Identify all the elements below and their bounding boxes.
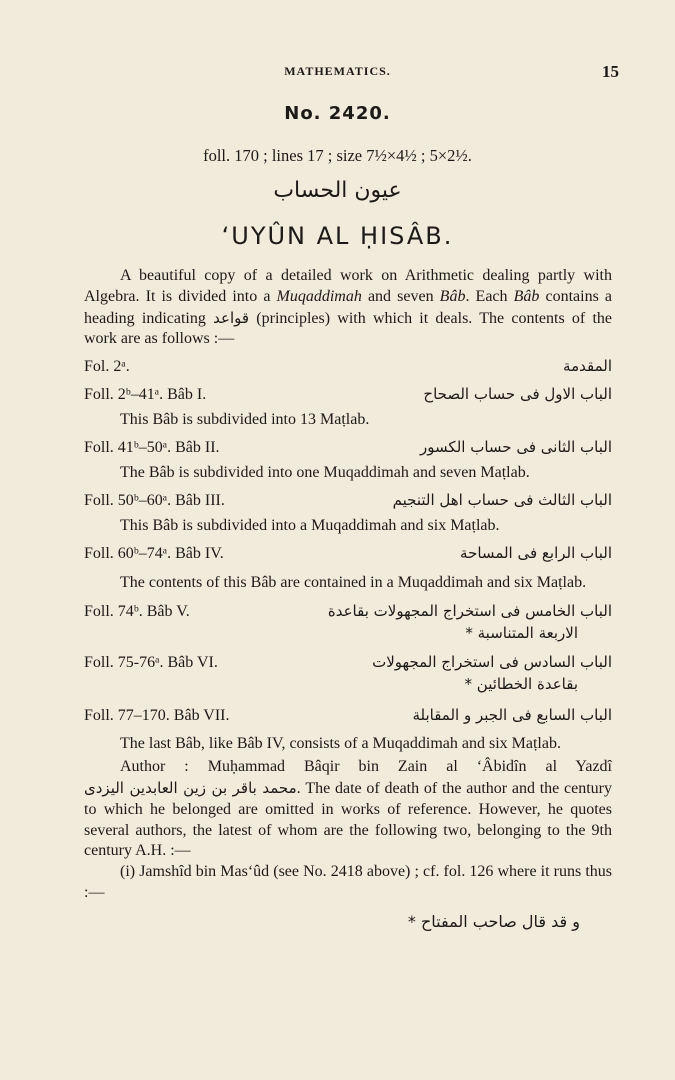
folio-ref: Foll. 74ᵇ. Bâb V. [84, 603, 190, 621]
arabic-heading-continued: بقاعدة الخطائين * [464, 674, 578, 693]
bab-note: The last Bâb, like Bâb IV, consists of a Muqaddimah and six Maṭlab. [120, 735, 561, 753]
arabic-heading: الباب السادس فى استخراج المجهولات [372, 652, 612, 671]
contents-row [84, 437, 612, 459]
page-number: 15 [602, 62, 619, 81]
arabic-term: قواعد [213, 308, 250, 327]
quote-intro: (i) Jamshîd bin Mas‘ûd (see No. 2418 above) ; cf. fol. 126 where it runs thus :— [84, 863, 612, 901]
folio-ref: Foll. 77–170. Bâb VII. [84, 706, 230, 724]
work-title: ‘UYÛN AL ḤISÂB. [221, 222, 454, 250]
bab-note: The Bâb is subdivided into one Muqaddimah and seven Maṭlab. [120, 463, 530, 481]
contents-row [84, 652, 612, 674]
intro-text: contains a heading indicating [84, 287, 613, 327]
folio-ref: Fol. 2ᵃ. [84, 358, 130, 376]
contents-row [84, 601, 612, 623]
intro-term: Bâb [439, 287, 466, 305]
arabic-quote: و قد قال صاحب المفتاح * [407, 911, 580, 931]
folio-ref: Foll. 50ᵇ–60ᵃ. Bâb III. [84, 491, 225, 509]
author-name: Muḥammad Bâqir bin Zain al ‘Âbidîn al Yazdî [207, 758, 612, 776]
contents-row [84, 543, 612, 565]
intro-term: Bâb [513, 287, 540, 305]
author-label: Author : [120, 758, 189, 776]
folio-info: foll. 170 ; lines 17 ; size 7½×4½ ; 5×2½. [203, 146, 472, 165]
intro-text: . Each [465, 287, 508, 305]
arabic-heading: الباب الرابع فى المساحة [460, 543, 612, 562]
folio-ref: Foll. 75-76ᵃ. Bâb VI. [84, 653, 218, 671]
bab-note: The contents of this Bâb are contained in a Muqaddimah and six Maṭlab. [120, 573, 587, 591]
intro-paragraph [84, 266, 612, 350]
contents-row [84, 384, 612, 406]
page-header [0, 64, 675, 84]
folio-ref: Foll. 2ᵇ–41ᵃ. Bâb I. [84, 386, 207, 404]
entry-number: No. 2420. [284, 103, 391, 124]
arabic-title: عيون الحساب [273, 178, 402, 203]
folio-ref: Foll. 60ᵇ–74ᵃ. Bâb IV. [84, 544, 224, 562]
folio-ref: Foll. 41ᵇ–50ᵃ. Bâb II. [84, 438, 220, 456]
intro-term: Muqaddimah [276, 287, 362, 305]
contents-row [84, 705, 612, 727]
intro-text: A beautiful copy of a detailed work on Arithmetic dealing partly with Algebra. It is divided into a [84, 267, 612, 305]
arabic-heading: الباب الثانى فى حساب الكسور [420, 437, 612, 456]
author-arabic: محمد باقر بن زين العابدين اليزدى [84, 778, 297, 797]
arabic-heading-continued: الاربعة المتناسبة * [465, 624, 578, 643]
contents-row [84, 356, 612, 378]
running-head: MATHEMATICS. [284, 64, 391, 78]
arabic-heading: الباب الثالث فى حساب اهل التنجيم [392, 490, 612, 509]
bab-note: This Bâb is subdivided into a Muqaddimah and six Maṭlab. [120, 516, 500, 534]
arabic-heading: الباب السابع فى الجبر و المقابلة [412, 705, 612, 724]
arabic-heading: الباب الخامس فى استخراج المجهولات بقاعدة [327, 602, 612, 621]
arabic-heading: المقدمة [563, 357, 612, 376]
contents-row [84, 490, 612, 512]
intro-text: and seven [367, 287, 434, 305]
bab-note: This Bâb is subdivided into 13 Maṭlab. [120, 411, 370, 429]
entry-body [84, 266, 612, 933]
author-paragraph [84, 757, 612, 862]
arabic-heading: الباب الاول فى حساب الصحاح [423, 385, 612, 404]
author-text: . The date of death of the author and the century to which he belonged are omitted in works of reference. However, he quotes several authors, the latest of whom are the following two, belonging to the 9th century A.H. :— [84, 779, 612, 860]
intro-text: (principles) with which it deals. The contents of the work are as follows :— [84, 309, 613, 348]
